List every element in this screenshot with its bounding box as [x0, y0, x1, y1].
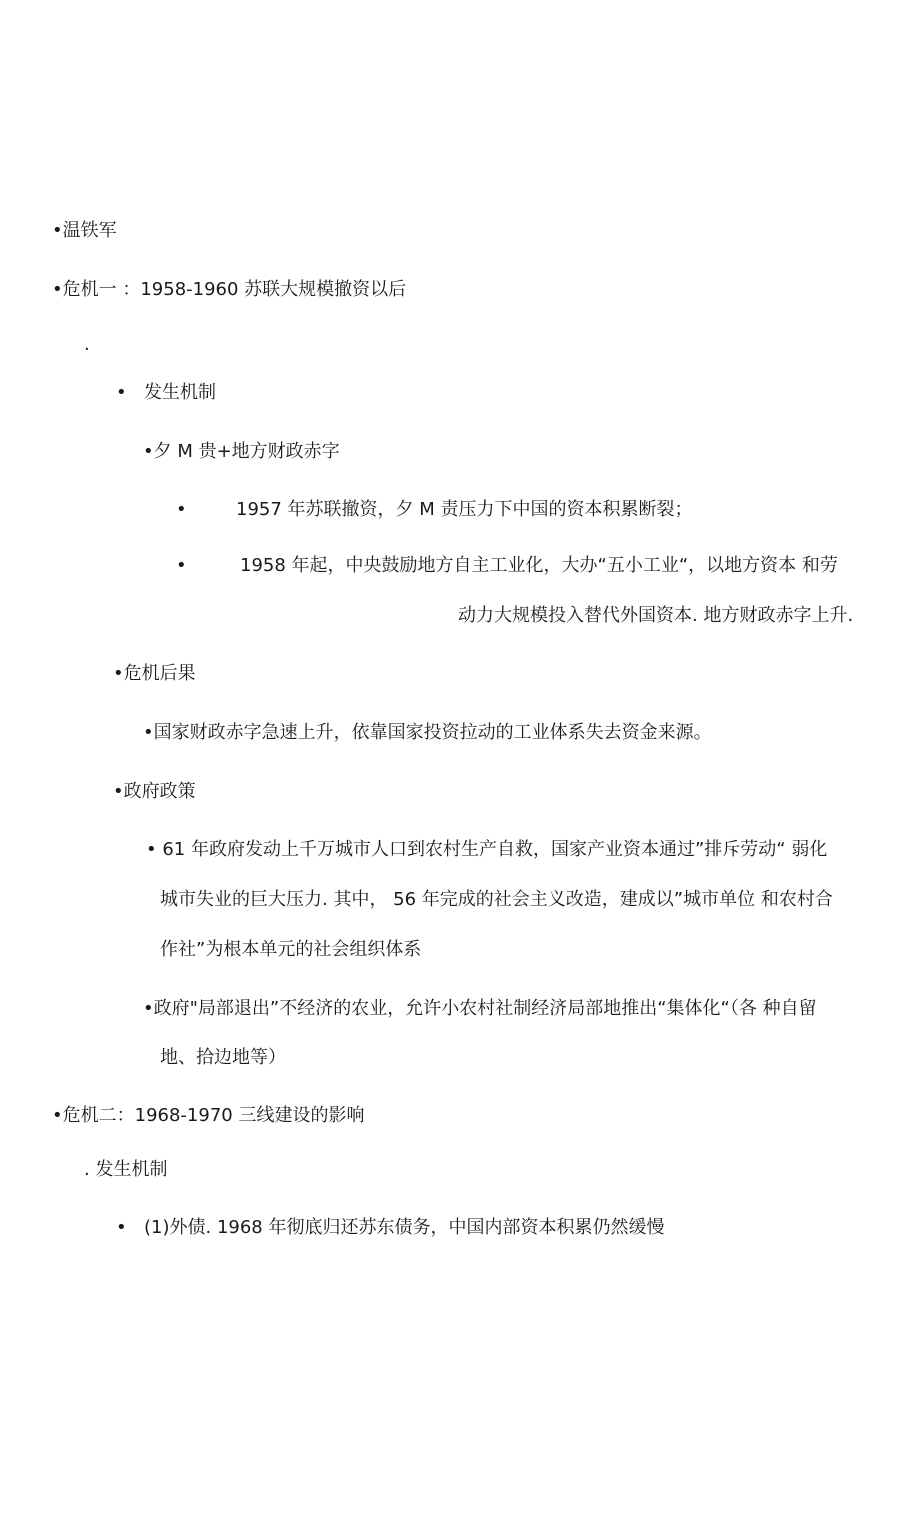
mechanism-label: 发生机制 [144, 382, 216, 403]
mechanism-point-2: 1958 年起，中央鼓励地方自主工业化，大办“五小工业“，以地方资本 和劳 [240, 555, 838, 576]
bullet-point-1: • [176, 499, 187, 520]
bullet-crisis2-point: • [116, 1217, 127, 1238]
stray-dot: . [84, 334, 90, 355]
mechanism-subtitle: •夕 M 贵+地方财政赤字 [143, 441, 340, 462]
policy-label: •政府政策 [113, 781, 196, 802]
policy-item2-line2: 地、拾边地等） [160, 1047, 286, 1068]
consequence-text: •国家财政赤字急速上升，依靠国家投资拉动的工业体系失去资金来源。 [143, 722, 712, 743]
crisis2-title: •危机二：1968-1970 三线建设的影响 [52, 1105, 365, 1126]
bullet-point-2: • [176, 555, 187, 576]
author-line: •温铁军 [52, 220, 117, 241]
policy-item1-line3: 作社”为根本单元的社会组织体系 [160, 939, 422, 960]
crisis1-title: •危机一 ：1958-1960 苏联大规模撤资以后 [52, 279, 407, 300]
policy-item2-line1: •政府"局部退出”不经济的农业，允许小农村社制经济局部地推出“集体化“（各 种自留 [143, 998, 817, 1019]
crisis2-point: (1)外债. 1968 年彻底归还苏东债务，中国内部资本积累仍然缓慢 [144, 1217, 665, 1238]
policy-item1-line2: 城市失业的巨大压力. 其中， 56 年完成的社会主义改造，建成以”城市单位 和农村合 [160, 889, 833, 910]
bullet-mechanism: • [116, 382, 127, 403]
mechanism-point-2-cont: 动力大规模投入替代外国资本. 地方财政赤字上升. [458, 605, 854, 626]
policy-item1-line1: • 61 年政府发动上千万城市人口到农村生产自救，国家产业资本通过”排斥劳动“ 弱化 [146, 839, 828, 860]
crisis2-mechanism: . 发生机制 [84, 1159, 168, 1180]
consequence-label: •危机后果 [113, 663, 196, 684]
mechanism-point-1: 1957 年苏联撤资，夕 M 责压力下中国的资本积累断裂； [236, 499, 693, 520]
